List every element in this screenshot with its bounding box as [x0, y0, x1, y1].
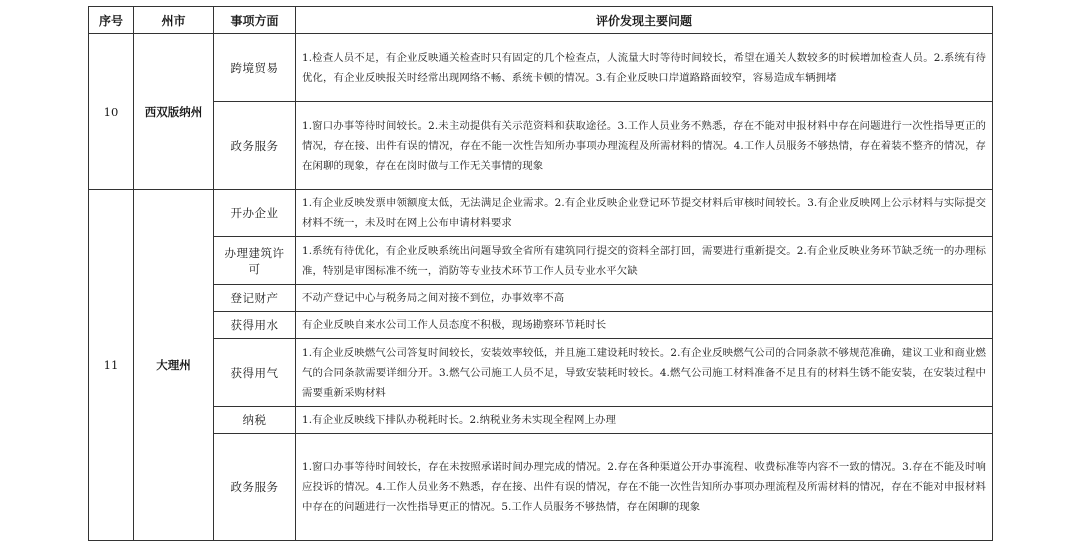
issue-cell: 1.窗口办事等待时间较长，存在未按照承诺时间办理完成的情况。2.存在各种渠道公开办事流程、收费标准等内容不一致的情况。3.存在不能及时响应投诉的情况。4.工作人员业务不熟悉，存在接、出件有误的情况，存在不能一次性告知所办事项办理流程及所需材料的情况，存在不能对申报材料中存在的问题进行一次性指导更正的情况。5.工作人员服务不够热情，存在闲聊的现象	[296, 434, 993, 541]
issue-cell: 1.有企业反映线下排队办税耗时长。2.纳税业务未实现全程网上办理	[296, 407, 993, 434]
issue-cell: 1.有企业反映发票申领额度太低，无法满足企业需求。2.有企业反映企业登记环节提交材料后审核时间较长。3.有企业反映网上公示材料与实际提交材料不统一，未及时在网上公布申请材料要求	[296, 190, 993, 237]
aspect-cell: 政务服务	[214, 102, 296, 190]
city-name: 大理州	[134, 190, 214, 541]
issue-cell: 1.系统有待优化，有企业反映系统出问题导致全省所有建筑同行提交的资料全部打回，需要进行重新提交。2.有企业反映业务环节缺乏统一的办理标准，特别是审图标准不统一，消防等专业技术环节工作人员专业水平欠缺	[296, 237, 993, 285]
header-city: 州市	[134, 7, 214, 34]
issue-cell: 不动产登记中心与税务局之间对接不到位，办事效率不高	[296, 285, 993, 312]
table-row	[89, 339, 993, 407]
aspect-cell: 政务服务	[214, 434, 296, 541]
city-name: 西双版纳州	[134, 34, 214, 190]
table-row	[89, 190, 993, 237]
header-issues: 评价发现主要问题	[296, 7, 993, 34]
header-aspect: 事项方面	[214, 7, 296, 34]
row-number: 11	[89, 190, 134, 541]
evaluation-table	[88, 6, 993, 541]
aspect-cell: 纳税	[214, 407, 296, 434]
row-number: 10	[89, 34, 134, 190]
aspect-cell: 开办企业	[214, 190, 296, 237]
issue-cell: 1.检查人员不足，有企业反映通关检查时只有固定的几个检查点，人流量大时等待时间较长，希望在通关人数较多的时候增加检查人员。2.系统有待优化，有企业反映报关时经常出现网络不畅、系统卡顿的情况。3.有企业反映口岸道路路面较窄，容易造成车辆拥堵	[296, 34, 993, 102]
table-row	[89, 312, 993, 339]
aspect-cell: 登记财产	[214, 285, 296, 312]
table-row	[89, 407, 993, 434]
table-header-row	[89, 7, 993, 34]
issue-cell: 有企业反映自来水公司工作人员态度不积极，现场勘察环节耗时长	[296, 312, 993, 339]
aspect-cell: 跨境贸易	[214, 34, 296, 102]
aspect-cell: 办理建筑许可	[214, 237, 296, 285]
table-row	[89, 434, 993, 541]
table-row	[89, 34, 993, 102]
table-row	[89, 237, 993, 285]
issue-cell: 1.有企业反映燃气公司答复时间较长，安装效率较低，并且施工建设耗时较长。2.有企业反映燃气公司的合同条款不够规范准确，建议工业和商业燃气的合同条款需要详细分开。3.燃气公司施工人员不足，导致安装耗时较长。4.燃气公司施工材料准备不足且有的材料生锈不能安装，在安装过程中需要重新采购材料	[296, 339, 993, 407]
aspect-cell: 获得用水	[214, 312, 296, 339]
aspect-cell: 获得用气	[214, 339, 296, 407]
table-row	[89, 285, 993, 312]
table-row	[89, 102, 993, 190]
issue-cell: 1.窗口办事等待时间较长。2.未主动提供有关示范资料和获取途径。3.工作人员业务不熟悉，存在不能对申报材料中存在问题进行一次性指导更正的情况，存在接、出件有误的情况，存在不能一次性告知所办事项办理流程及所需材料的情况。4.工作人员服务不够热情，存在着装不整齐的情况，存在闲聊的现象，存在在岗时做与工作无关事情的现象	[296, 102, 993, 190]
header-number: 序号	[89, 7, 134, 34]
